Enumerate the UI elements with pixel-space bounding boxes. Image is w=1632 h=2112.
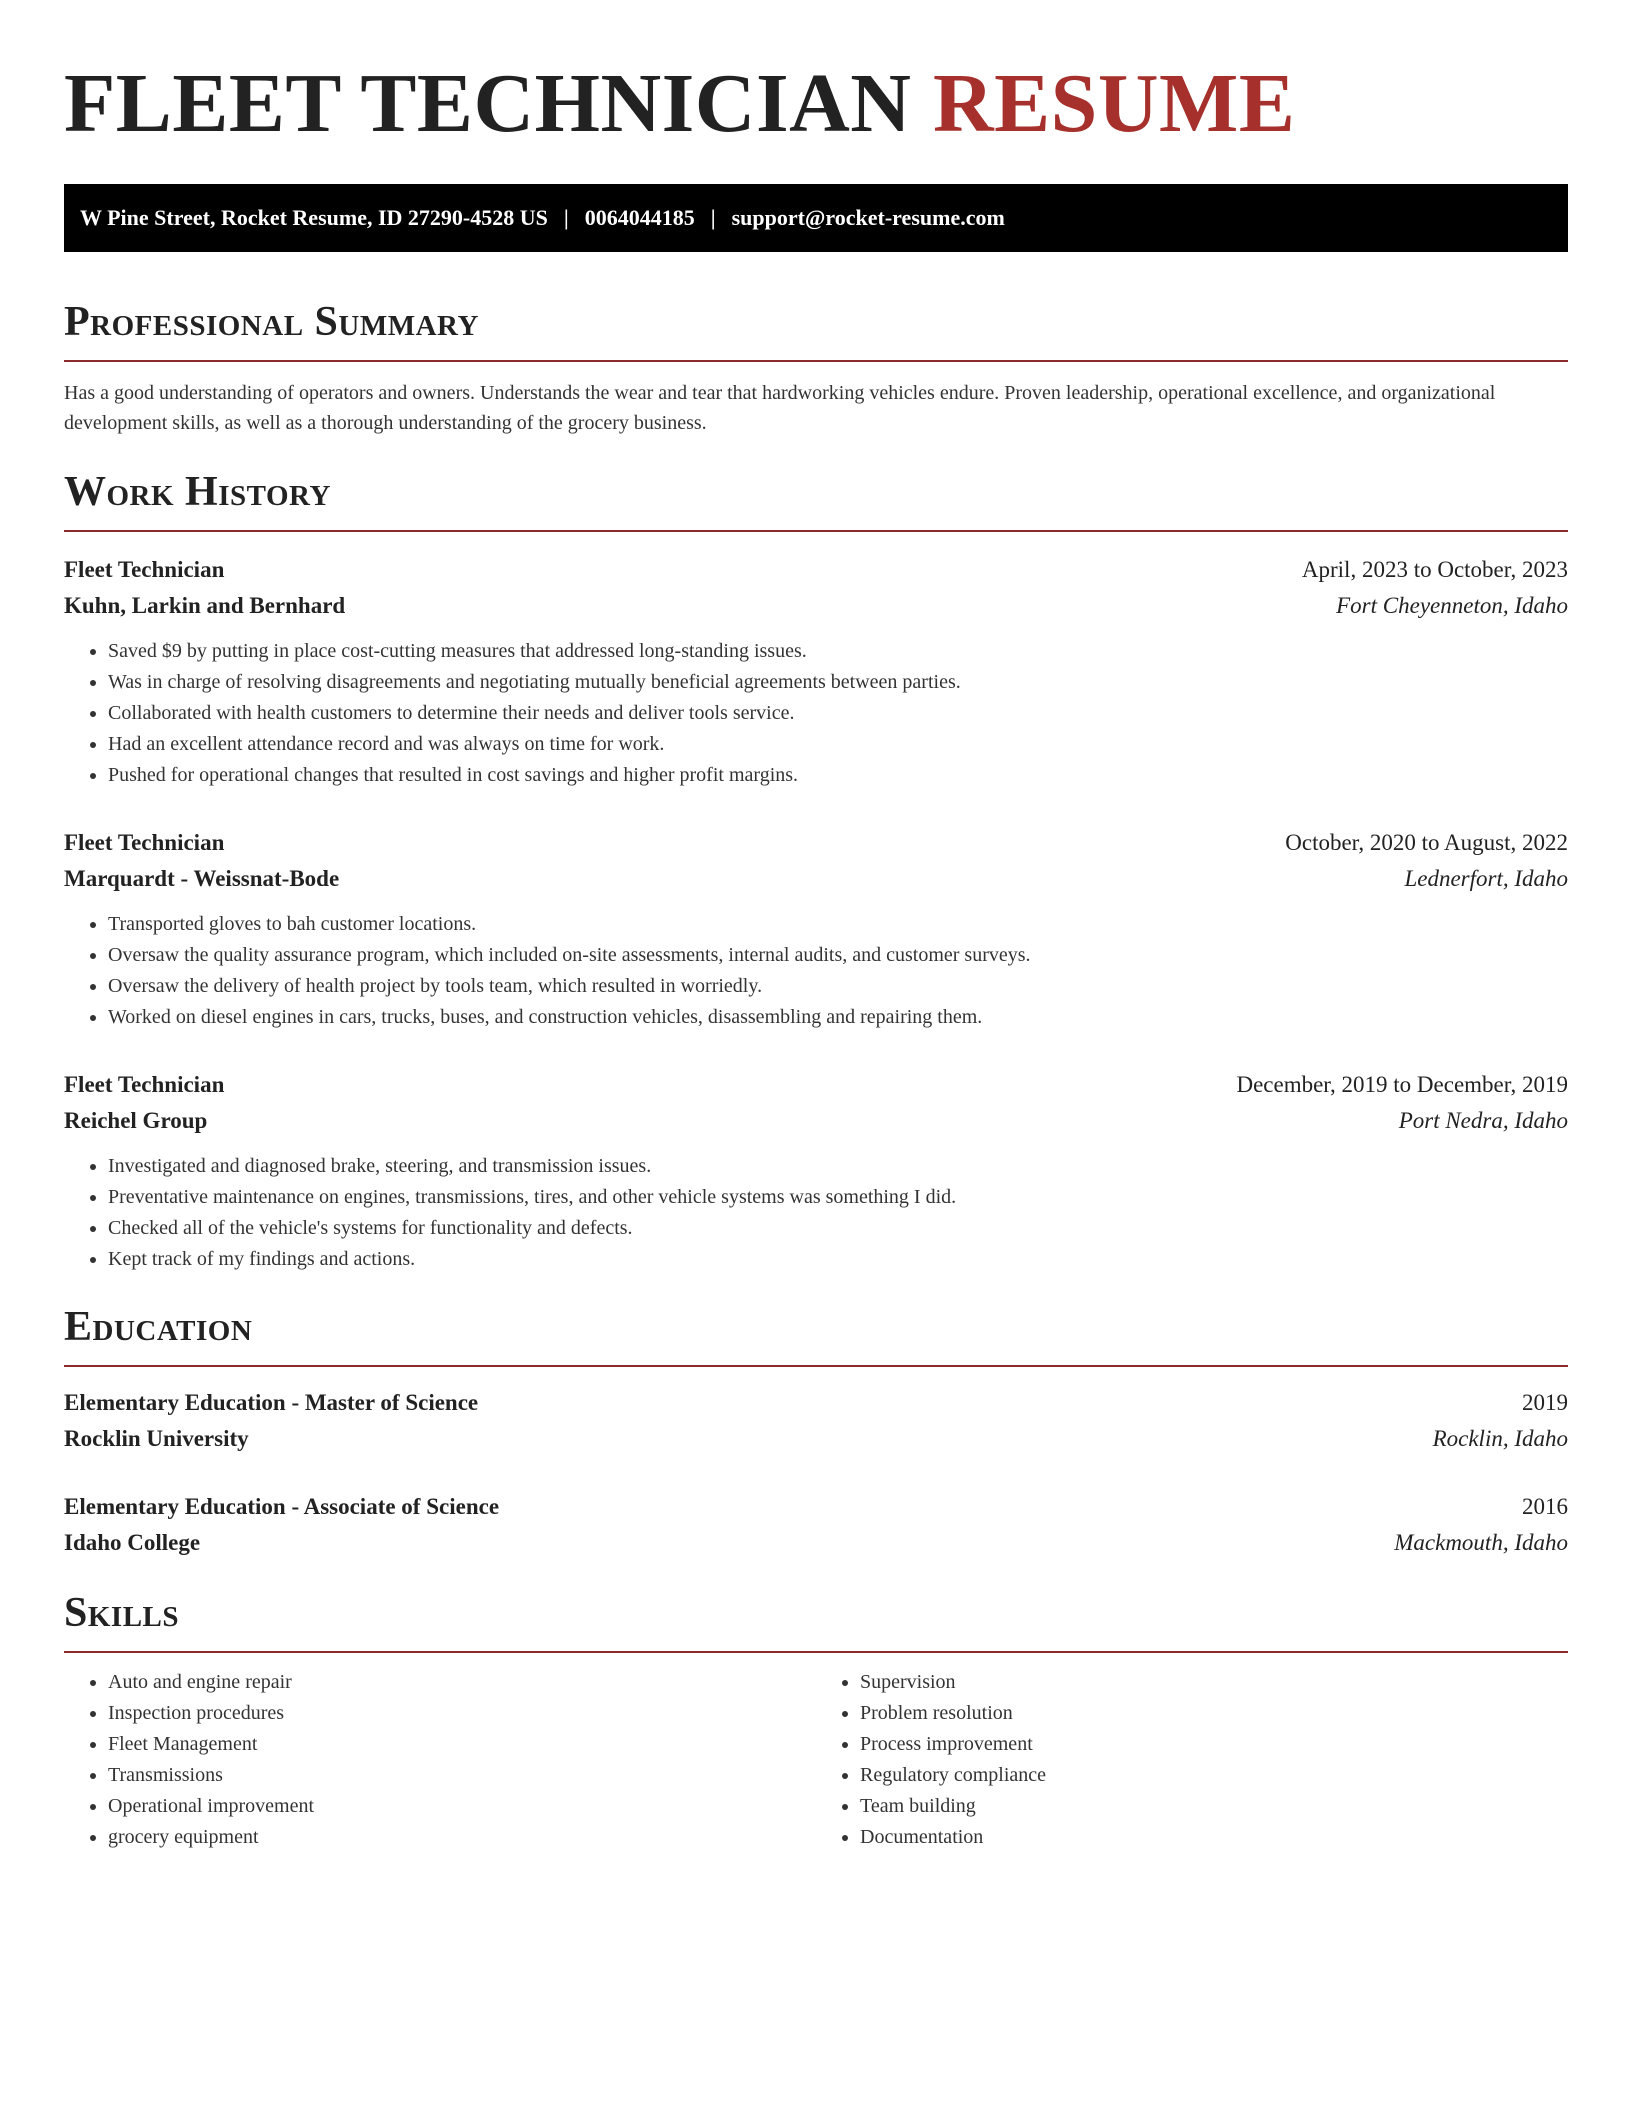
skills-column-left bbox=[64, 1667, 816, 1853]
education-degree: Elementary Education - Master of Science bbox=[64, 1390, 479, 1415]
job-header-row bbox=[64, 825, 1568, 861]
job-title: Fleet Technician bbox=[64, 557, 225, 582]
job-title: Fleet Technician bbox=[64, 1072, 225, 1097]
job-company-row bbox=[64, 1103, 1568, 1139]
job-dates: December, 2019 to December, 2019 bbox=[1236, 1072, 1568, 1097]
job-bullet: • Preventative maintenance on engines, transmissions, tires, and other vehicle systems was something I did. bbox=[108, 1182, 1568, 1213]
job-bullet: • Kept track of my findings and actions. bbox=[108, 1244, 1568, 1275]
contact-phone: 0064044185 bbox=[584, 205, 695, 230]
skills-section bbox=[64, 1589, 1568, 1853]
work-history-heading: Work History bbox=[64, 469, 331, 515]
education-school-row bbox=[64, 1421, 1568, 1457]
job-company-row bbox=[64, 861, 1568, 897]
education-year: 2016 bbox=[1522, 1494, 1568, 1519]
job-location: Port Nedra, Idaho bbox=[1398, 1108, 1568, 1133]
education-heading: Education bbox=[64, 1304, 253, 1350]
job-company: Reichel Group bbox=[64, 1108, 208, 1133]
job-company: Marquardt - Weissnat-Bode bbox=[64, 866, 340, 891]
skill-item: • Process improvement bbox=[860, 1729, 1568, 1760]
job-bullet: • Collaborated with health customers to determine their needs and deliver tools service. bbox=[108, 698, 1568, 729]
education-location: Mackmouth, Idaho bbox=[1394, 1530, 1568, 1555]
job-company-row bbox=[64, 588, 1568, 624]
job-bullet: • Was in charge of resolving disagreements and negotiating mutually beneficial agreements between parties. bbox=[108, 667, 1568, 698]
job-bullets bbox=[64, 909, 1568, 1033]
job-list bbox=[64, 552, 1568, 1275]
contact-email: support@rocket-resume.com bbox=[731, 205, 1005, 230]
job-bullet: • Worked on diesel engines in cars, trucks, buses, and construction vehicles, disassembling and repairing them. bbox=[108, 1002, 1568, 1033]
job-location: Lednerfort, Idaho bbox=[1404, 866, 1568, 891]
section-divider bbox=[64, 1365, 1568, 1367]
education-school: Rocklin University bbox=[64, 1426, 249, 1451]
resume-title bbox=[64, 0, 1568, 150]
education-header-row bbox=[64, 1385, 1568, 1421]
job-bullet: • Had an excellent attendance record and was always on time for work. bbox=[108, 729, 1568, 760]
job-entry bbox=[64, 825, 1568, 1033]
job-bullet: • Saved $9 by putting in place cost-cutting measures that addressed long-standing issues. bbox=[108, 636, 1568, 667]
job-location: Fort Cheyenneton, Idaho bbox=[1336, 593, 1568, 618]
job-bullet: • Oversaw the quality assurance program, which included on-site assessments, internal audits, and customer surveys. bbox=[108, 940, 1568, 971]
job-dates: October, 2020 to August, 2022 bbox=[1285, 830, 1568, 855]
section-divider bbox=[64, 1651, 1568, 1653]
contact-bar bbox=[64, 184, 1568, 252]
skill-item: • Inspection procedures bbox=[108, 1698, 816, 1729]
summary-section bbox=[64, 298, 1568, 438]
education-entry bbox=[64, 1489, 1568, 1561]
skill-item: • Regulatory compliance bbox=[860, 1760, 1568, 1791]
education-section bbox=[64, 1303, 1568, 1561]
contact-separator: | bbox=[710, 205, 716, 230]
skill-item: • grocery equipment bbox=[108, 1822, 816, 1853]
education-list bbox=[64, 1385, 1568, 1561]
job-entry bbox=[64, 552, 1568, 791]
job-bullet: • Pushed for operational changes that resulted in cost savings and higher profit margins. bbox=[108, 760, 1568, 791]
contact-separator: | bbox=[563, 205, 569, 230]
education-school: Idaho College bbox=[64, 1530, 201, 1555]
job-header-row bbox=[64, 552, 1568, 588]
skills-heading: Skills bbox=[64, 1590, 180, 1636]
skill-item: • Problem resolution bbox=[860, 1698, 1568, 1729]
job-entry bbox=[64, 1067, 1568, 1275]
job-bullet: • Transported gloves to bah customer locations. bbox=[108, 909, 1568, 940]
job-title: Fleet Technician bbox=[64, 830, 225, 855]
skills-columns bbox=[64, 1667, 1568, 1853]
summary-heading: Professional Summary bbox=[64, 299, 479, 345]
skill-item: • Auto and engine repair bbox=[108, 1667, 816, 1698]
job-bullet: • Investigated and diagnosed brake, steering, and transmission issues. bbox=[108, 1151, 1568, 1182]
title-accent: RESUME bbox=[932, 57, 1296, 150]
job-bullets bbox=[64, 636, 1568, 791]
education-year: 2019 bbox=[1522, 1390, 1568, 1415]
education-location: Rocklin, Idaho bbox=[1432, 1426, 1568, 1451]
education-entry bbox=[64, 1385, 1568, 1457]
section-divider bbox=[64, 360, 1568, 362]
skills-column-right bbox=[816, 1667, 1568, 1853]
education-header-row bbox=[64, 1489, 1568, 1525]
skill-item: • Operational improvement bbox=[108, 1791, 816, 1822]
contact-address: W Pine Street, Rocket Resume, ID 27290-4528 US bbox=[80, 205, 548, 230]
skill-item: • Supervision bbox=[860, 1667, 1568, 1698]
job-bullet: • Checked all of the vehicle's systems for functionality and defects. bbox=[108, 1213, 1568, 1244]
work-history-section bbox=[64, 468, 1568, 1275]
skill-item: • Fleet Management bbox=[108, 1729, 816, 1760]
title-main: FLEET TECHNICIAN bbox=[64, 57, 912, 150]
education-degree: Elementary Education - Associate of Science bbox=[64, 1494, 500, 1519]
section-divider bbox=[64, 530, 1568, 532]
skill-item: • Documentation bbox=[860, 1822, 1568, 1853]
job-bullet: • Oversaw the delivery of health project by tools team, which resulted in worriedly. bbox=[108, 971, 1568, 1002]
education-school-row bbox=[64, 1525, 1568, 1561]
job-bullets bbox=[64, 1151, 1568, 1275]
summary-text: Has a good understanding of operators and owners. Understands the wear and tear that hardworking vehicles endure. Proven leadership, operational excellence, and organizational development skills, as well as a thorough understanding of the grocery business. bbox=[64, 382, 1496, 434]
job-company: Kuhn, Larkin and Bernhard bbox=[64, 593, 346, 618]
job-header-row bbox=[64, 1067, 1568, 1103]
job-dates: April, 2023 to October, 2023 bbox=[1301, 557, 1568, 582]
skill-item: • Transmissions bbox=[108, 1760, 816, 1791]
skill-item: • Team building bbox=[860, 1791, 1568, 1822]
